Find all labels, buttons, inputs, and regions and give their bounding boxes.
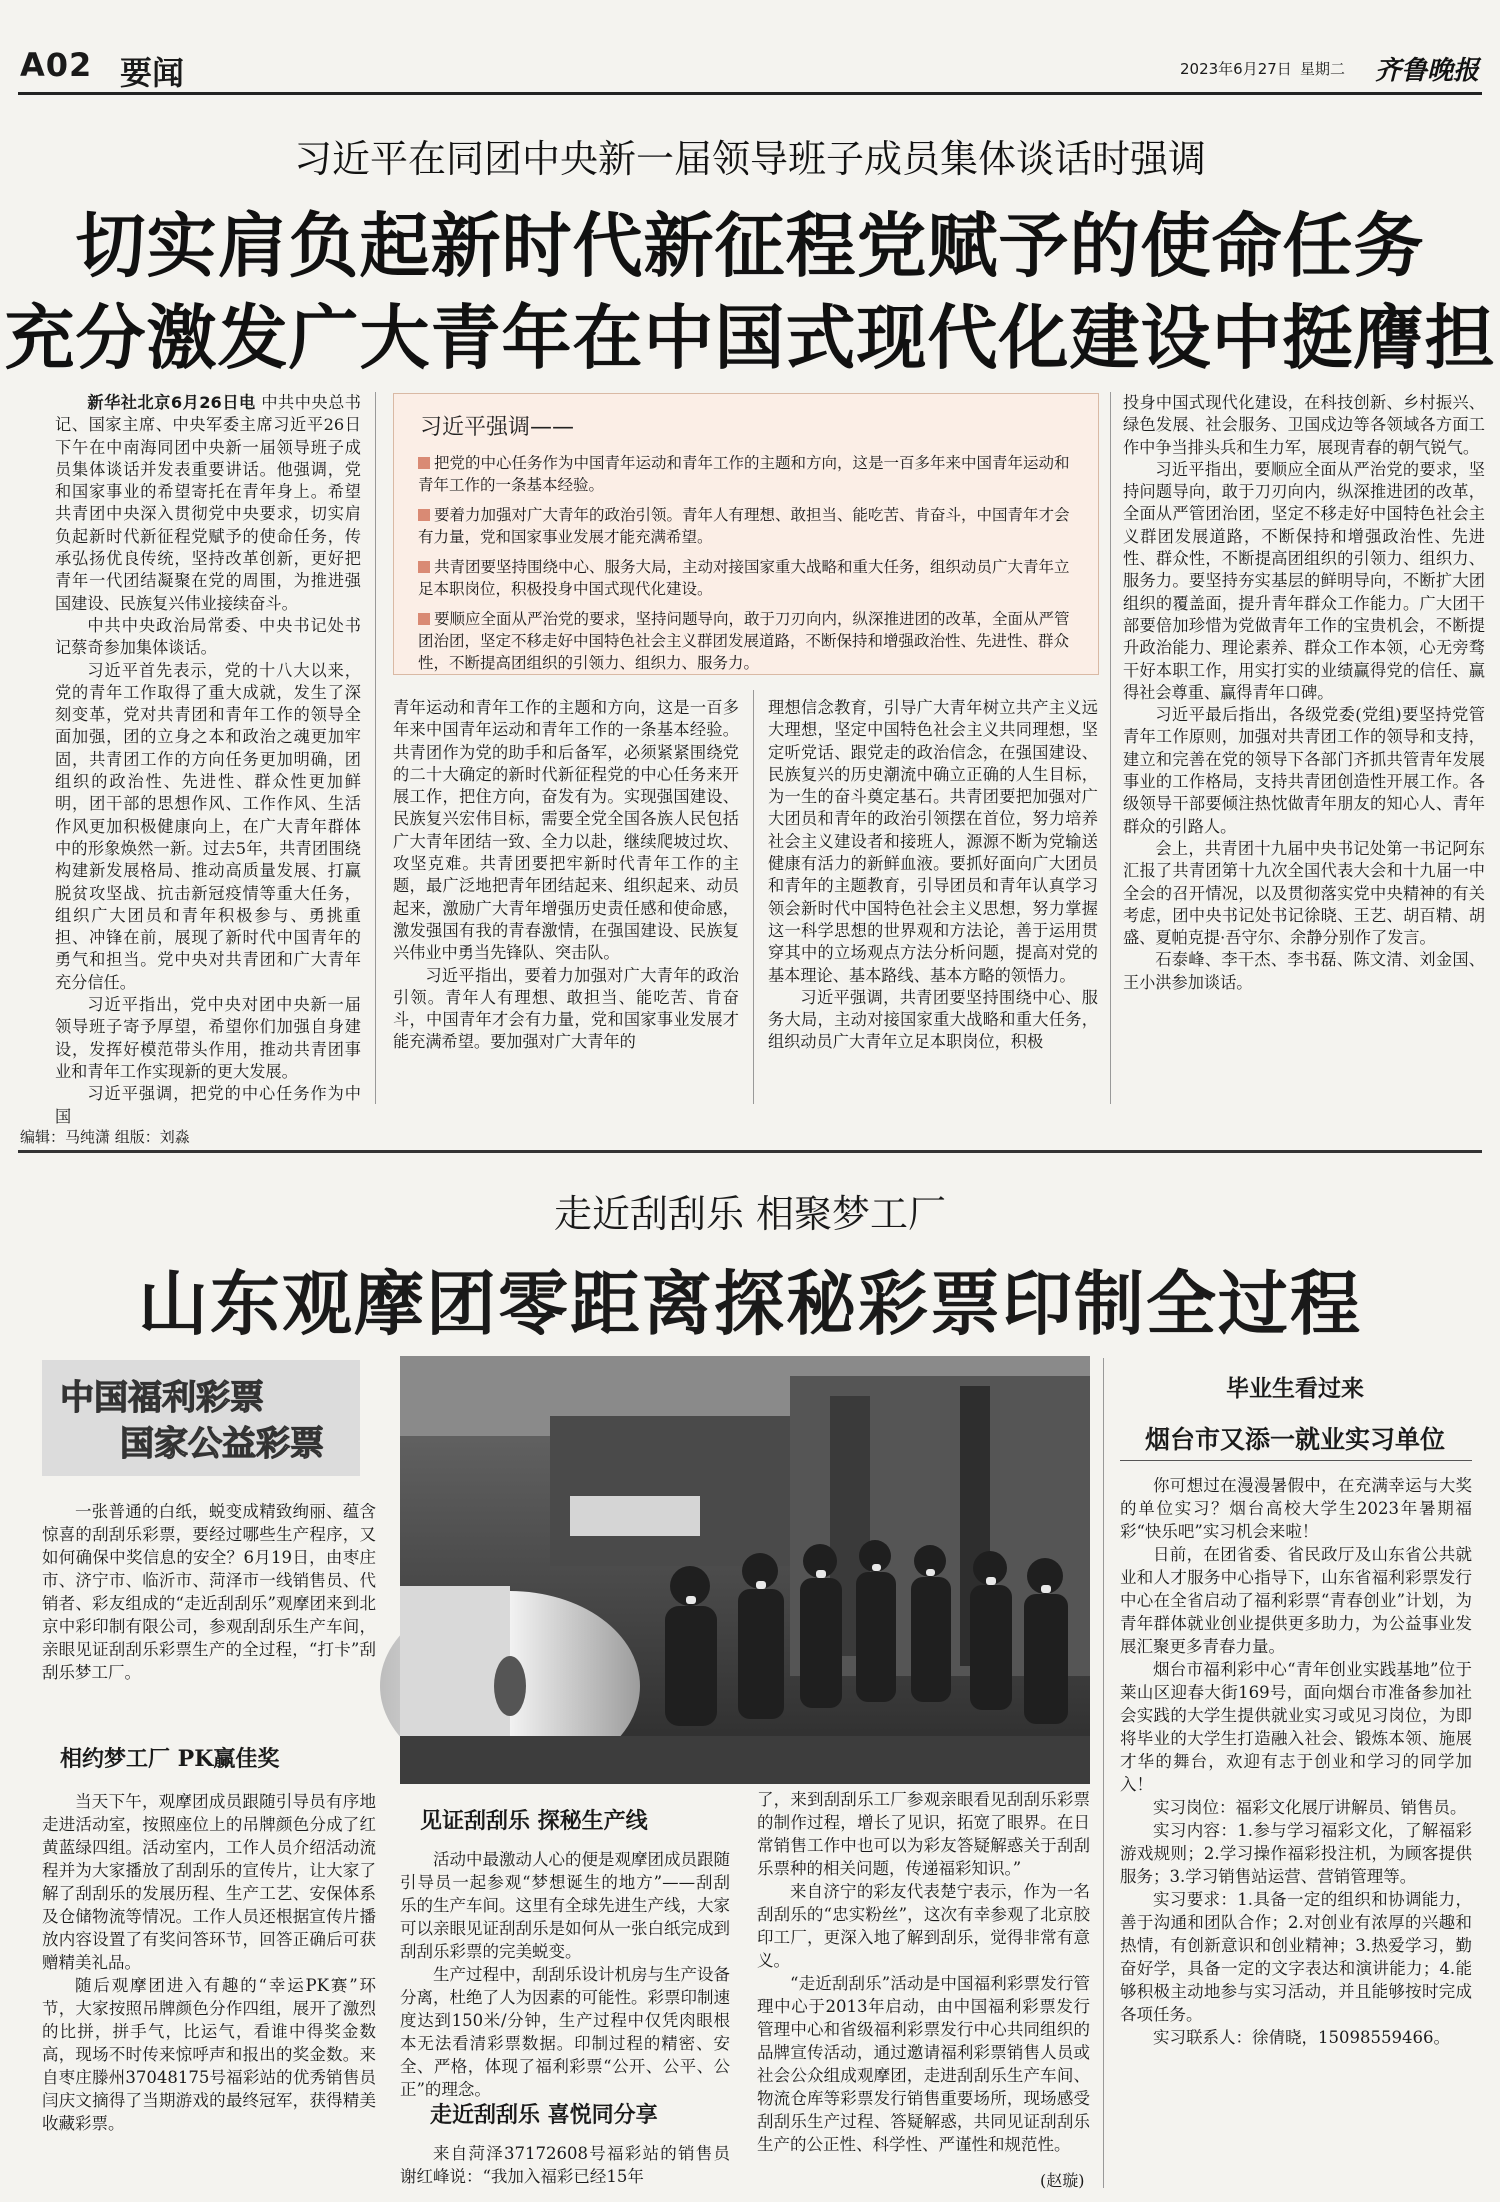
story1-headline-line2: 充分激发广大青年在中国式现代化建设中挺膺担 [4,296,1496,379]
bullet-square-icon [418,457,430,469]
quote-box-title: 习近平强调—— [420,415,575,440]
story1-col1-p1: 中共中央总书记、国家主席、中央军委主席习近平26日下午在中南海同团中央新一届领导班子成员集体谈话并发表重要讲话。他强调，党和国家事业的希望寄托在青年身上。希望共青团中央深入贯彻党中央要求，切实肩负起新时代新征程党赋予的使命任务，传承弘扬优良传统，坚持改革创新，更好把青年一代团结凝聚在党的周围，为推进强国建设、民族复兴伟业接续奋斗。 [55,393,361,613]
editor-credit: 编辑：马纯潇 组版：刘淼 [20,1128,190,1146]
story1-col4-p2: 习近平指出，要顺应全面从严治党的要求，坚持问题导向，敢于刀刃向内，纵深推进团的改革，全面从严管团治团，坚定不移走好中国特色社会主义群团发展道路，不断保持和增强政治性、先进性、群众性，不断提高团组织的引领力、组织力、服务力。要坚持夯实基层的鲜明导向，不断扩大团组织的覆盖面，提升青年群众工作能力。广大团干部要倍加珍惜为党做青年工作的宝贵机会，不断提升政治能力、理论素养、群众工作本领，心无旁骛干好本职工作，用实打实的业绩赢得党的信任、赢得社会尊重、赢得青年口碑。 [1123,459,1485,702]
story2-subhead-1: 相约梦工厂 PK赢佳奖 [60,1746,280,1772]
quote-item: 要顺应全面从严治党的要求，坚持问题导向，敢于刀刃向内，纵深推进团的改革，全面从严管团治团，坚定不移走好中国特色社会主义群团发展道路，不断保持和增强政治性、先进性、群众性，不断提高团组织的引领力、组织力、服务力。 [418,610,1070,672]
story1-col3-p1: 理想信念教育，引导广大青年树立共产主义远大理想，坚定中国特色社会主义共同理想，坚定听党话、跟党走的政治信念，在强国建设、民族复兴的历史潮流中确立正确的人生目标，为一生的奋斗奠定基石。共青团要把加强对广大团员和青年的政治引领摆在首位，努力培养社会主义建设者和接班人，源源不断为党输送健康有活力的新鲜血液。要抓好面向广大团员和青年的主题教育，引导团员和青年认真学习领会新时代中国特色社会主义思想，努力掌握这一科学思想的世界观和方法论，善于运用贯穿其中的立场观点方法分析问题，提高对党的基本理论、基本路线、基本方略的领悟力。 [768,698,1098,985]
story1-col2-p1: 青年运动和青年工作的主题和方向，这是一百多年来中国青年运动和青年工作的一条基本经验。共青团作为党的助手和后备军，必须紧紧围绕党的二十大确定的新时代新征程党的中心任务来开展工作，把住方向，奋发有为。实现强国建设、民族复兴宏伟目标，需要全党全国各族人民包括广大青年团结一致、全力以赴，继续爬坡过坎、攻坚克难。共青团要把牢新时代青年工作的主题，最广泛地把青年团结起来、组织起来、动员起来，激励广大青年增强历史责任感和使命感，激发强国有我的青春激情，在强国建设、民族复兴伟业中勇当先锋队、突击队。 [393,698,739,963]
column-divider [375,392,376,1104]
quote-box-items [418,452,1074,682]
lottery-logo-line1: 中国福利彩票 [60,1378,264,1418]
bullet-square-icon [418,509,430,521]
quote-item: 要着力加强对广大青年的政治引领。青年人有理想、敢担当、能吃苦、肯奋斗，中国青年才会有力量，党和国家事业发展才能充满希望。 [418,506,1070,546]
story1-col1-p5: 习近平强调，把党的中心任务作为中国 [55,1084,361,1126]
story1-column-1 [55,392,361,1126]
story2-kicker: 走近刮刮乐 相聚梦工厂 [553,1192,947,1236]
story2-byline: (赵璇) [1040,2171,1085,2190]
issue-weekday: 星期二 [1300,60,1346,78]
dateline: 新华社北京6月26日电 [87,393,256,412]
issue-date: 2023年6月27日 [1180,60,1292,78]
story2-headline: 山东观摩团零距离探秘彩票印制全过程 [138,1262,1362,1345]
story2-intro: 一张普通的白纸，蜕变成精致绚丽、蕴含惊喜的刮刮乐彩票，要经过哪些生产程序，又如何确保中奖信息的安全？6月19日，由枣庄市、济宁市、临沂市、菏泽市一线销售员、代销者、彩友组成的“走近刮刮乐”观摩团来到北京中彩印制有限公司，参观刮刮乐生产车间，亲眼见证刮刮乐彩票生产的全过程，“打卡”刮刮乐梦工厂。 [42,1502,376,1682]
bullet-square-icon [418,561,430,573]
story1-column-3 [768,697,1098,1107]
side-story-body: 你可想过在漫漫暑假中，在充满幸运与大奖的单位实习？烟台高校大学生2023年暑期福彩“快乐吧”实习机会来啦！ 日前，在团省委、省民政厅及山东省公共就业和人才服务中心指导下，山东省福利彩票发行中心在全省启动了福利彩票“青春创业”计划，为青年群体就业创业提供更多助力，为公益事业发展汇聚更多青春力量。 烟台市福利彩中心“青年创业实践基地”位于莱山区迎春大街169号，面向烟台市准备参加社会实践的大学生提供就业实习或见习岗位，为即将毕业的大学生打造融入社会、锻炼本领、施展才华的舞台，欢迎有志于创业和学习的同学加入！ 实习岗位：福彩文化展厅讲解员、销售员。 实习内容：1.参与学习福彩文化，了解福彩游戏规则；2.学习操作福彩投注机，为顾客提供服务；3.学习销售站运营、营销管理等。 实习要求：1.具备一定的组织和协调能力，善于沟通和团队合作；2.对创业有浓厚的兴趣和热情，有创新意识和创业精神；3.热爱学习，勤奋好学，具备一定的文字表达和演讲能力；4.能够积极主动地参与实习活动，并且能够按时完成各项任务。 实习联系人：徐倩晓，15098559466。 [1120,1476,1472,2047]
story1-col2-p2: 习近平指出，要着力加强对广大青年的政治引领。青年人有理想、敢担当、能吃苦、肯奋斗，中国青年才会有力量，党和国家事业发展才能充满希望。要加强对广大青年的 [393,965,739,1052]
story1-column-4 [1123,392,1485,1107]
section-name: 要闻 [120,54,185,92]
column-divider [753,690,754,1104]
story1-col4-p1: 投身中国式现代化建设，在科技创新、乡村振兴、绿色发展、社会服务、卫国戍边等各领域各方面工作中争当排头兵和生力军，展现青春的朝气锐气。 [1123,393,1485,457]
factory-photo-illustration [400,1356,1090,1784]
column-divider [1103,1358,1104,2188]
story1-headline-line1: 切实肩负起新时代新征程党赋予的使命任务 [75,204,1425,287]
quote-item: 把党的中心任务作为中国青年运动和青年工作的主题和方向，这是一百多年来中国青年运动和青年工作的一条基本经验。 [418,454,1070,494]
story2-column-4: 了，来到刮刮乐工厂参观亲眼看见刮刮乐彩票的制作过程，增长了见识，拓宽了眼界。在日常销售工作中也可以为彩友答疑解惑关于刮刮乐票种的相关问题，传递福彩知识。” 来自济宁的彩友代表楚宁表示，作为一名刮刮乐的“忠实粉丝”，这次有幸参观了北京胶印工厂，更深入地了解到刮乐，觉得非常有意义。 “走近刮刮乐”活动是中国福利彩票发行管理中心于2013年启动，由中国福利彩票发行管理中心和省级福利彩票发行中心共同组织的品牌宣传活动，通过邀请福利彩票销售人员或社会公众组成观摩团，走进刮刮乐生产车间、物流仓库等彩票发行销售重要场所，现场感受刮刮乐生产过程、答疑解惑，共同见证刮刮乐生产的公正性、科学性、严谨性和规范性。 [757,1790,1090,2154]
story1-col4-p5: 石泰峰、李干杰、李书磊、陈文清、刘金国、王小洪参加谈话。 [1123,950,1485,992]
side-story-rule [1120,1460,1472,1461]
story1-col1-p4: 习近平指出，党中央对团中央新一届领导班子寄予厚望，希望你们加强自身建设，发挥好模范带头作用，推动共青团事业和青年工作实现新的更大发展。 [55,995,361,1081]
story1-column-2 [393,697,739,1107]
story2-subhead-2: 见证刮刮乐 探秘生产线 [420,1808,648,1834]
page-number: A02 [20,46,93,84]
story2-section-3: 来自菏泽37172608号福彩站的销售员谢红峰说：“我加入福彩已经15年 [400,2144,730,2186]
story1-col1-p3: 习近平首先表示，党的十八大以来，党的青年工作取得了重大成就，发生了深刻变革，党对共青团和青年工作的领导全面加强，团的立身之本和政治之魂更加牢固，共青团工作的方向任务更加明确，团组织的政治性、先进性、群众性更加鲜明，团干部的思想作风、工作作风、生活作风更加积极健康向上，在广大青年群体中的形象焕然一新。过去5年，共青团围绕构建新发展格局、推动高质量发展、打赢脱贫攻坚战、抗击新冠疫情等重大任务，组织广大团员和青年积极参与、勇挑重担、冲锋在前，展现了新时代中国青年的勇气和担当。党中央对共青团和广大青年充分信任。 [55,660,361,992]
lottery-logo-line2: 国家公益彩票 [120,1424,324,1464]
story2-section-2: 活动中最激动人心的便是观摩团成员跟随引导员一起参观“梦想诞生的地方”——刮刮乐的生产车间。这里有全球先进生产线，大家可以亲眼见证刮刮乐是如何从一张白纸完成到刮刮乐彩票的完美蜕变。 生产过程中，刮刮乐设计机房与生产设备分离，杜绝了人为因素的可能性。彩票印制速度达到150米/分钟，生产过程中仅凭肉眼根本无法看清彩票数据。印制过程的精密、安全、严格，体现了福利彩票“公开、公平、公正”的理念。 [400,1850,730,2099]
side-story-kicker: 毕业生看过来 [1226,1375,1364,1402]
section-rule [18,1150,1482,1153]
story1-col3-p2: 习近平强调，共青团要坚持围绕中心、服务大局，主动对接国家重大战略和重大任务，组织动员广大青年立足本职岗位，积极 [768,987,1098,1052]
story1-col4-p4: 会上，共青团十九届中央书记处第一书记阿东汇报了共青团第十九次全国代表大会和十九届一中全会的召开情况，以及贯彻落实党中央精神的有关考虑，团中央书记处书记徐晓、王艺、胡百精、胡盛、夏帕克提·吾守尔、余静分别作了发言。 [1123,838,1485,948]
factory-photo [400,1356,1090,1784]
quote-item: 共青团要坚持围绕中心、服务大局，主动对接国家重大战略和重大任务，组织动员广大青年立足本职岗位，积极投身中国式现代化建设。 [418,558,1070,598]
newspaper-logo: 齐鲁晚报 [1375,56,1480,86]
bullet-square-icon [418,613,430,625]
side-story-headline: 烟台市又添一就业实习单位 [1144,1425,1445,1454]
story1-col4-p3: 习近平最后指出，各级党委(党组)要坚持党管青年工作原则，加强对共青团工作的领导和支持，建立和完善在党的领导下各部门齐抓共管青年发展事业的工作格局，支持共青团创造性开展工作。各级领导干部要倾注热忱做青年朋友的知心人、青年群众的引路人。 [1123,705,1485,836]
story1-col1-p2: 中共中央政治局常委、中央书记处书记蔡奇参加集体谈话。 [55,615,361,658]
story1-kicker: 习近平在同团中央新一届领导班子成员集体谈话时强调 [293,137,1206,181]
story2-subhead-3: 走近刮刮乐 喜悦同分享 [430,2102,658,2128]
masthead-rule [18,92,1482,95]
story2-section-1: 当天下午，观摩团成员跟随引导员有序地走进活动室，按照座位上的吊牌颜色分成了红黄蓝绿四组。活动室内，工作人员介绍活动流程并为大家播放了刮刮乐的宣传片，让大家了解了刮刮乐的发展历程、生产工艺、安保体系及仓储物流等情况。工作人员还根据宣传片播放内容设置了有奖问答环节，回答正确后可获赠精美礼品。 随后观摩团进入有趣的“幸运PK赛”环节，大家按照吊牌颜色分作四组，展开了激烈的比拼，拼手气，比运气，看谁中得奖金数高，现场不时传来惊呼声和报出的奖金数。来自枣庄滕州37048175号福彩站的优秀销售员闫庆文摘得了当期游戏的最终冠军，获得精美收藏彩票。 [42,1792,376,2133]
column-divider [1110,392,1111,1104]
